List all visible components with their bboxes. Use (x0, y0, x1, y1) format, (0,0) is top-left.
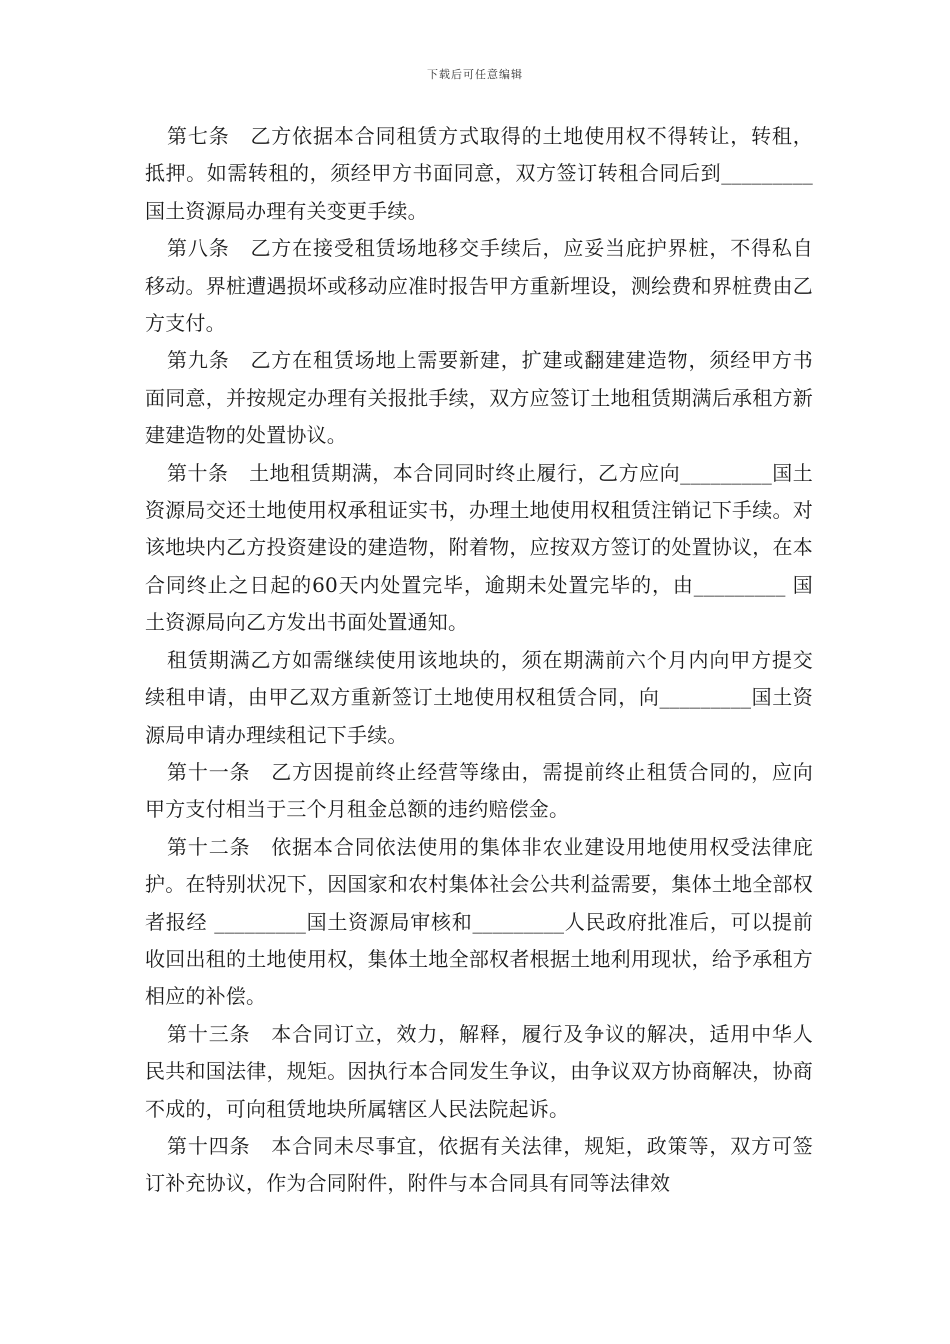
article-10: 第十条 土地租赁期满，本合同同时终止履行，乙方应向_________国土资源局交还土地使用权承租证实书，办理土地使用权租赁注销记下手续。对该地块内乙方投资建设的建造物，附着物，应按双方签订的处置协议，在本合同终止之日起的60天内处置完毕，逾期未处置完毕的，由_________ 国土资源局向乙方发出书面处置通知。 (145, 460, 813, 635)
lease-renewal-paragraph: 租赁期满乙方如需继续使用该地块的，须在期满前六个月内向甲方提交续租申请，由甲乙双方重新签订土地使用权租赁合同，向_________国土资源局申请办理续租记下手续。 (145, 647, 813, 747)
document-body (145, 118, 813, 1203)
article-9: 第九条 乙方在租赁场地上需要新建，扩建或翻建建造物，须经甲方书面同意，并按规定办理有关报批手续，双方应签订土地租赁期满后承租方新建建造物的处置协议。 (145, 348, 813, 448)
article-12: 第十二条 依据本合同依法使用的集体非农业建设用地使用权受法律庇护。在特别状况下，因国家和农村集体社会公共利益需要，集体土地全部权者报经 _________国土资源局审核和_________人民政府批准后，可以提前收回出租的土地使用权，集体土地全部权者根据土地利用现状，给予承租方相应的补偿。 (145, 834, 813, 1009)
article-14: 第十四条 本合同未尽事宜，依据有关法律，规矩，政策等，双方可签订补充协议，作为合同附件，附件与本合同具有同等法律效 (145, 1133, 813, 1196)
article-7: 第七条 乙方依据本合同租赁方式取得的土地使用权不得转让，转租，抵押。如需转租的，须经甲方书面同意，双方签订转租合同后到_________国土资源局办理有关变更手续。 (145, 124, 813, 223)
article-13: 第十三条 本合同订立，效力，解释，履行及争议的解决，适用中华人民共和国法律，规矩。因执行本合同发生争议，由争议双方协商解决，协商不成的，可向租赁地块所属辖区人民法院起诉。 (145, 1021, 813, 1121)
article-8: 第八条 乙方在接受租赁场地移交手续后，应妥当庇护界桩，不得私自移动。界桩遭遇损坏或移动应准时报告甲方重新埋设，测绘费和界桩费由乙方支付。 (145, 236, 813, 336)
article-11: 第十一条 乙方因提前终止经营等缘由，需提前终止租赁合同的，应向甲方支付相当于三个月租金总额的违约赔偿金。 (145, 759, 813, 822)
page-header: 下载后可任意编辑 (427, 68, 523, 81)
